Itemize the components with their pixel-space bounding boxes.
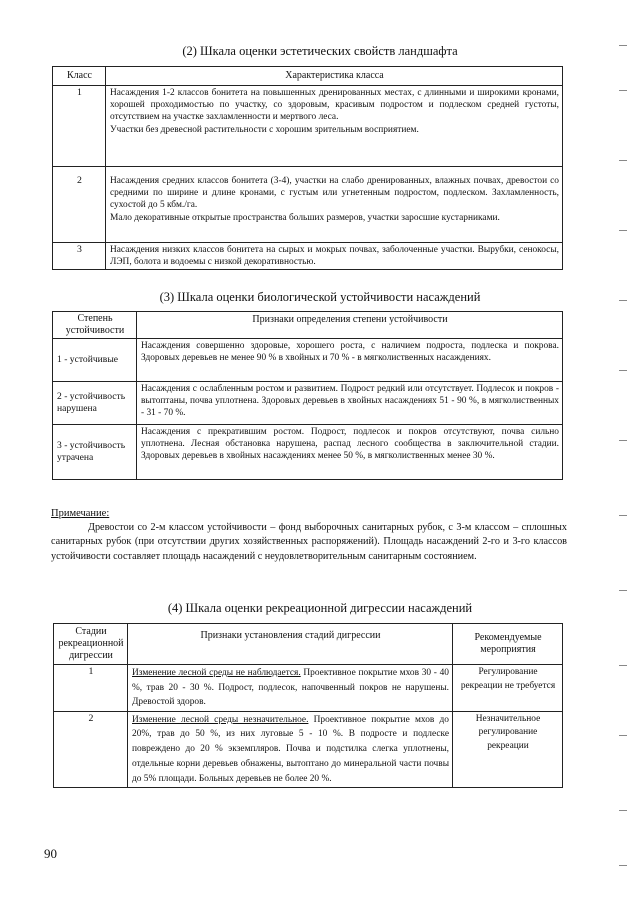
table-row — [54, 711, 563, 788]
table-row — [53, 339, 563, 382]
page-number: 90 — [44, 846, 57, 861]
table-row — [53, 167, 563, 243]
class-number: 3 — [53, 243, 106, 270]
stability-degree: 1 - устойчивые — [53, 339, 137, 382]
recreation-digression-table — [53, 623, 563, 788]
class-description — [106, 167, 563, 243]
stage-recommendation: Незначительное регулирование рекреации — [453, 711, 563, 788]
table-row — [53, 86, 563, 167]
table-header-row — [53, 312, 563, 339]
description-paragraph: Мало декоративные открытые пространства больших размеров, участки заросшие кустарниками. — [110, 212, 500, 223]
description-paragraph: Насаждения 1-2 классов бонитета на повышенных дренированных местах, с длинными и широкими кронами, хорошей проходимостью по участку, со здоровым, красивым подростом и подлеском средней густоты, отсутствием на участке захламленности и мертвого леса. — [110, 88, 559, 123]
header-signs: Признаки установления стадий дигрессии — [128, 624, 453, 665]
aesthetic-scale-table — [52, 66, 563, 270]
header-stages: Стадии рекреационной дигрессии — [54, 624, 128, 665]
class-description — [106, 243, 563, 270]
description-paragraph: Насаждения низких классов бонитета на сырых и мокрых почвах, заболоченные участки. Вырубки, сенокосы, ЛЭП, болота и водоемы с низкой декоративностью. — [110, 245, 559, 268]
stage-details: Проективное покрытие мхов до 20%, трав до 50 %, из них луговые 5 - 10 %. В подросте и подлеске повреждено до 20 % экземпляров. Почва и подстилка слегка уплотнены, отдельные корни деревьев обнажены, вытоптано до минеральной части почвы до 5% площади. Больных деревьев не более 20 %. — [132, 714, 449, 784]
stability-signs: Насаждения с прекратившим ростом. Подрост, подлесок и покров отсутствуют, почва сильно уплотнена. Лесная обстановка нарушена, распад лесного сообщества в заключительной стадии. Здоровых деревьев в хвойных насаждениях менее 50 %, в мягколиственных менее 30 %. — [137, 425, 563, 480]
section-4-title: (4) Шкала оценки рекреационной дигрессии насаждений — [167, 601, 473, 615]
stage-details: Проективное покрытие мхов 30 - 40 %, трав 20 - 30 %. Подрост, подлесок, напочвенный покров не нарушены. Древостой здоров. — [132, 668, 449, 707]
stability-scale-table — [52, 311, 563, 480]
stage-lead: Изменение лесной среды не наблюдается. — [132, 668, 301, 678]
table-row — [53, 243, 563, 270]
class-number: 1 — [53, 86, 106, 167]
description-paragraph: Насаждения средних классов бонитета (3-4), участки на слабо дренированных, влажных почвах, древостои со средними по ширине и длине кронами, с густым или угнетенным подростом, подлеском. Захламленность, сухостой до 5 кбм./га. — [110, 176, 559, 211]
section-3-title: (3) Шкала оценки биологической устойчивости насаждений — [159, 290, 481, 304]
stage-recommendation: Регулирование рекреации не требуется — [453, 665, 563, 712]
table-row — [53, 382, 563, 425]
table-header-row — [53, 67, 563, 86]
section-2-title: (2) Шкала оценки эстетических свойств ландшафта — [182, 44, 458, 58]
stage-number: 2 — [54, 711, 128, 788]
stage-lead: Изменение лесной среды незначительное. — [132, 714, 309, 725]
header-signs: Признаки определения степени устойчивости — [137, 312, 563, 339]
table-header-row — [54, 624, 563, 665]
stage-signs — [128, 665, 453, 712]
table-row — [53, 425, 563, 480]
class-description — [106, 86, 563, 167]
stability-degree: 3 - устойчивость утрачена — [53, 425, 137, 480]
header-class: Класс — [53, 67, 106, 86]
description-paragraph: Участки без древесной растительности с хорошим зрительным восприятием. — [110, 124, 419, 135]
stage-number: 1 — [54, 665, 128, 712]
scan-margin-marks — [619, 20, 633, 880]
stability-signs: Насаждения с ослабленным ростом и развитием. Подрост редкий или отсутствует. Подлесок и покров - вытоптаны, почва уплотнена. Здоровых деревьев в хвойных насаждениях 51 - 90 %, в мягколиственных - 31 - 70 %. — [137, 382, 563, 425]
note-body: Древостои со 2-м классом устойчивости – фонд выборочных санитарных рубок, с 3-м классом – сплошных санитарных рубок (при отсутствии других хозяйственных распоряжений). Площадь насаждений 2-го и 3-го классов устойчивости составляет площадь насаждений с неудовлетворительным санитарным состоянием. — [51, 522, 567, 562]
class-number: 2 — [53, 167, 106, 243]
stability-degree: 2 - устойчивость нарушена — [53, 382, 137, 425]
header-degree: Степень устойчивости — [53, 312, 137, 339]
note-text — [51, 521, 567, 564]
stability-signs: Насаждения совершенно здоровые, хорошего роста, с наличием подроста, подлеска и покрова. Здоровых деревьев не менее 90 % в хвойных и 70 % - в мягколиственных насаждениях. — [137, 339, 563, 382]
table-row — [54, 665, 563, 712]
header-characteristic: Характеристика класса — [106, 67, 563, 86]
note-label: Примечание: — [51, 508, 110, 519]
stage-signs — [128, 711, 453, 788]
header-recommendations: Рекомендуемые мероприятия — [453, 624, 563, 665]
